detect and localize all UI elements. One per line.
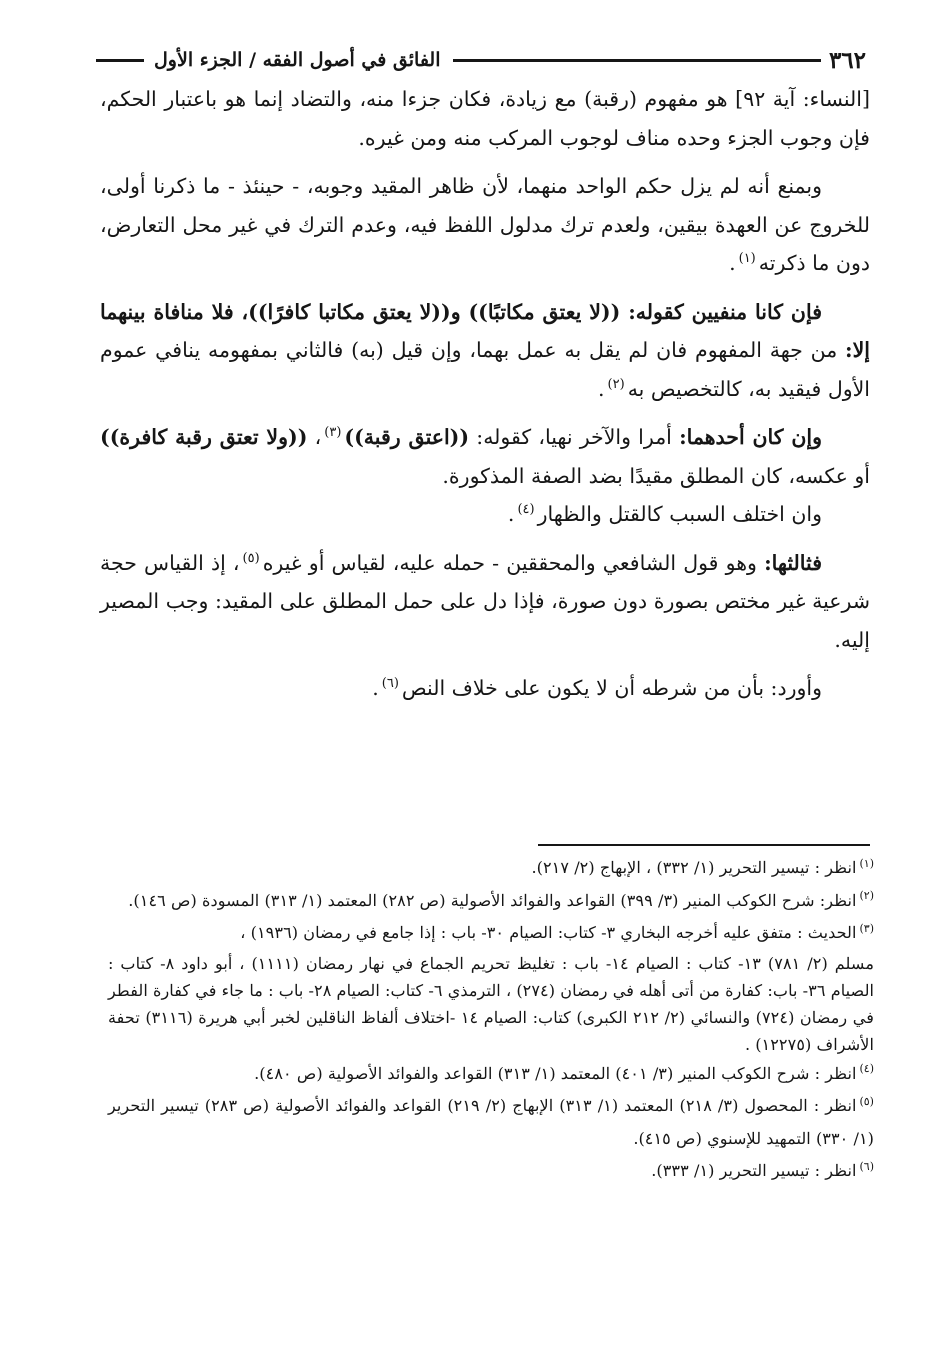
footnote-number: (٢) (859, 889, 874, 903)
footnote-number: (٤) (859, 1062, 874, 1076)
header-rule (453, 59, 821, 62)
paragraph-4-quote-2: ((ولا تعتق رقبة كافرة)) (100, 425, 308, 449)
footnote-ref-3: (٣) (324, 425, 342, 441)
paragraph-5-text: وان اختلف السبب كالقتل والظهار (537, 502, 822, 526)
footnote-text: انظر : المحصول (٣/ ٢١٨) المعتمد (١/ ٣١٣) الإبهاج (٢/ ٢١٩) القواعد والفوائد الأصولية (ص ٢٨٣) تيسير التحرير (١/ ٣٣٠) التمهيد للإسنوي (ص ٤١٥). (108, 1096, 874, 1148)
footnote-divider (538, 844, 870, 846)
footnote-ref-1: (١) (738, 251, 756, 267)
footnote-ref-2: (٢) (607, 376, 625, 392)
footnote-ref-6: (٦) (381, 676, 399, 692)
footnote-number: (٦) (859, 1159, 874, 1173)
paragraph-6-lead: فثالثها: (764, 550, 823, 575)
page-header (96, 40, 866, 80)
paragraph-4-text-a: أمرا والآخر نهيا، كقوله: (469, 425, 680, 449)
footnote-text: انظر : تيسير التحرير (١/ ٣٣٢) ، الإبهاج (٢/ ٢١٧). (531, 858, 857, 877)
paragraph-3 (100, 293, 870, 409)
paragraph-4-quote-1: ((اعتق رقبة)) (344, 425, 470, 449)
paragraph-2 (100, 167, 870, 283)
paragraph-3-text: من جهة المفهوم فان لم يقل به عمل بهما، وإن قيل (به) فالثاني بمفهومه ينافي عموم الأول فيقيد به، كالتخصيص به (100, 338, 870, 401)
footnote-text: انظر : تيسير التحرير (١/ ٣٣٣). (651, 1161, 857, 1180)
footnotes (108, 852, 874, 1188)
paragraph-3-lead: فإن كانا منفيين كقوله: ((لا يعتق مكاتبًا)) و((لا يعتق مكاتبا كافرًا))، فلا منافاة بينهما إلا: (100, 299, 870, 362)
footnote-6 (108, 1155, 874, 1188)
paragraph-3-end: . (598, 376, 605, 401)
footnote-5 (108, 1090, 874, 1155)
paragraph-5 (100, 495, 870, 534)
paragraph-4-text-b: ، (307, 425, 322, 449)
footnote-1 (108, 852, 874, 885)
paragraph-4 (100, 418, 870, 495)
footnote-text: انظر : شرح الكوكب المنير (٣/ ٤٠١) المعتمد (١/ ٣١٣) القواعد والفوائد الأصولية (ص ٤٨٠). (254, 1063, 857, 1083)
main-text (100, 80, 870, 708)
footnote-2 (108, 885, 874, 918)
paragraph-1: [النساء: آية ٩٢] هو مفهوم (رقبة) مع زيادة، فكان جزءا منه، والتضاد إنما هو باعتبار الحكم، فإن وجوب الجزء وحده مناف لوجوب المركب منه ومن غيره. (100, 87, 870, 150)
page-number: ٣٦٢ (828, 46, 866, 74)
footnote-text: انظر: شرح الكوكب المنير (٣/ ٣٩٩) القواعد والفوائد الأصولية (ص ٢٨٢) المعتمد (١/ ٣١٣) المسودة (ص ١٤٦). (128, 890, 857, 910)
running-title: الفائق في أصول الفقه / الجزء الأول (154, 49, 441, 71)
footnote-number: (١) (859, 856, 874, 870)
paragraph-6-text-a: وهو قول الشافعي والمحققين - حمله عليه، لقياس أو غيره (262, 550, 765, 575)
paragraph-6-text-b: ، إذ القياس حجة شرعية غير مختص بصورة دون صورة، فإذا دل على حمل المطلق على المقيد: وجب المصير إليه. (100, 550, 870, 652)
footnote-4 (108, 1058, 874, 1091)
header-rule-end (96, 59, 144, 62)
paragraph-6 (100, 544, 870, 660)
paragraph-5-end: . (507, 502, 515, 526)
footnote-3-continued: مسلم (٢/ ٧٨١) ١٣- كتاب : الصيام ١٤- باب : تغليظ تحريم الجماع في نهار رمضان (١١١١) ، أبو داود ٨- كتاب : الصيام ٣٦- باب: كفارة من أتى أهله في رمضان (٢٧٤) ، الترمذي ٦- كتاب: الصيام ٢٨- باب : ما جاء في كفارة الفطر في رمضان (٧٢٤) والنسائي (٢/ ٢١٢ الكبرى) كتاب: الصيام ١٤ -اختلاف ألفاظ الناقلين لخبر أبي هريرة (٣١١٦) تحفة الأشراف (١٢٢٧٥) . (108, 953, 875, 1054)
footnote-ref-4: (٤) (517, 502, 535, 518)
footnote-ref-5: (٥) (242, 550, 260, 566)
footnote-number: (٥) (859, 1094, 874, 1108)
paragraph-7-text: وأورد: بأن من شرطه أن لا يكون على خلاف النص (401, 676, 822, 700)
footnote-3 (108, 917, 874, 950)
paragraph-4-lead: وإن كان أحدهما: (679, 425, 822, 449)
paragraph-4-text-c: أو عكسه، كان المطلق مقيدًا بضد الصفة المذكورة. (442, 463, 870, 488)
paragraph-7-end: . (372, 676, 379, 700)
footnote-number: (٣) (859, 921, 874, 935)
paragraph-7 (100, 669, 870, 708)
paragraph-2-text: وبمنع أنه لم يزل حكم الواحد منهما، لأن ظاهر المقيد وجوبه، - حينئذ - ما ذكرنا أولى، للخروج عن العهدة بيقين، ولعدم ترك مدلول اللفظ فيه، وعدم الترك في غير محل التعارض، دون ما ذكرته (100, 174, 870, 275)
paragraph-2-end: . (729, 251, 736, 275)
footnote-text: الحديث : متفق عليه أخرجه البخاري ٣- كتاب: الصيام ٣٠- باب : إذا جامع في رمضان (١٩٣٦) ، (240, 923, 857, 942)
